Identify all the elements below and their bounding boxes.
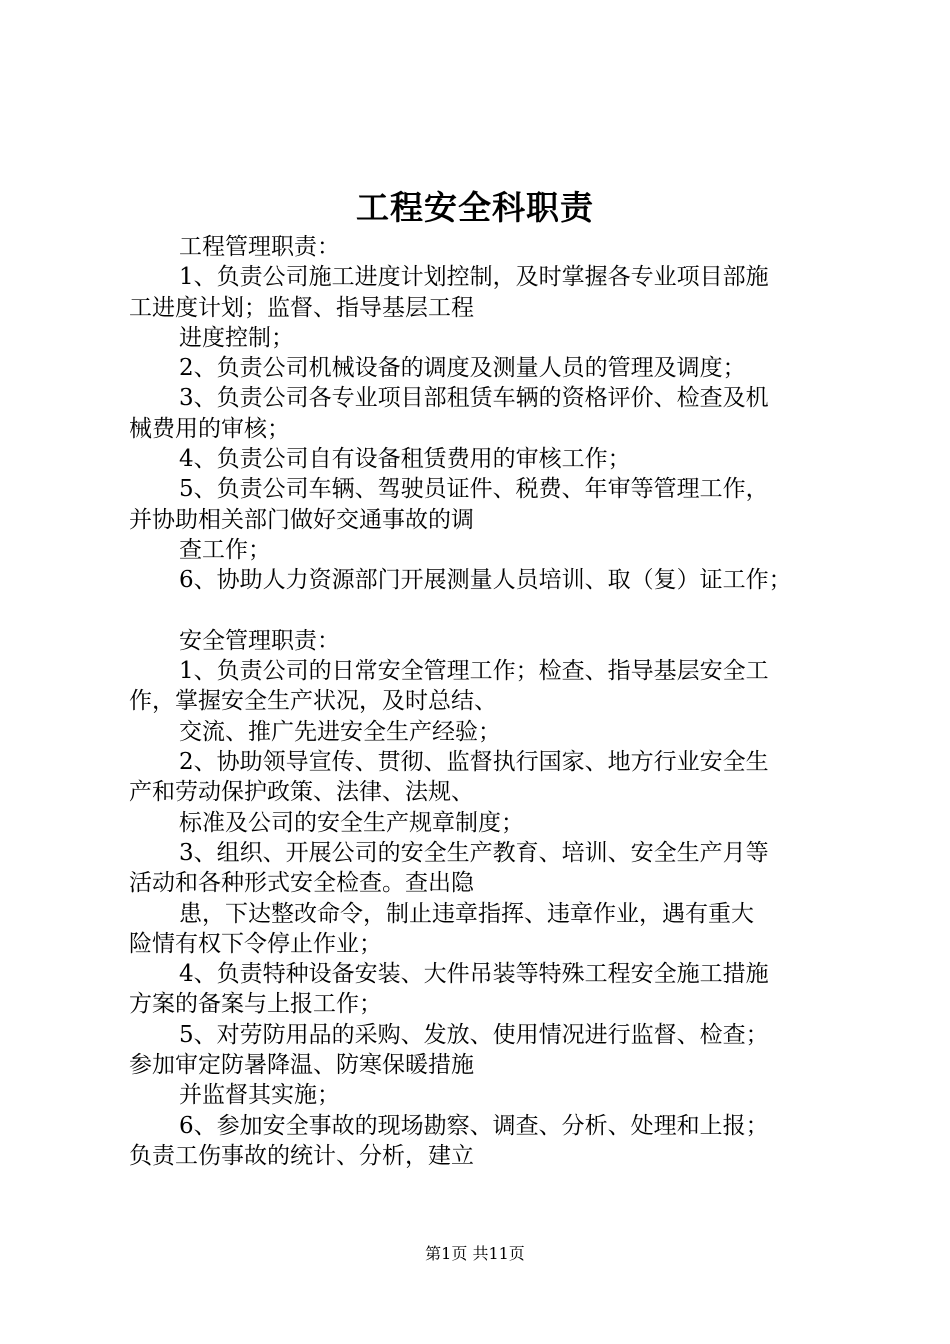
document-title: 工程安全科职责 xyxy=(356,188,594,227)
body-line: 并协助相关部门做好交通事故的调 xyxy=(129,506,474,533)
body-line: 查工作； xyxy=(179,536,271,563)
body-line: 交流、推广先进安全生产经验； xyxy=(179,718,501,745)
body-line: 5、负责公司车辆、驾驶员证件、税费、年审等管理工作， xyxy=(179,476,769,503)
body-line: 械费用的审核； xyxy=(129,415,290,442)
body-line: 4、负责特种设备安装、大件吊装等特殊工程安全施工措施 xyxy=(179,961,769,988)
body-line: 6、协助人力资源部门开展测量人员培训、取（复）证工作； xyxy=(179,567,792,594)
body-line: 方案的备案与上报工作； xyxy=(129,991,382,1018)
body-line: 工程管理职责： xyxy=(179,234,340,260)
body-line: 负责工伤事故的统计、分析，建立 xyxy=(129,1142,474,1169)
body-line: 4、负责公司自有设备租赁费用的审核工作； xyxy=(179,446,631,473)
body-line: 进度控制； xyxy=(179,324,294,351)
body-line: 险情有权下令停止作业； xyxy=(129,930,382,957)
body-line: 标准及公司的安全生产规章制度； xyxy=(179,809,524,836)
body-line: 1、负责公司施工进度计划控制，及时掌握各专业项目部施 xyxy=(179,264,769,291)
body-line: 6、参加安全事故的现场勘察、调查、分析、处理和上报； xyxy=(179,1112,769,1139)
body-line: 安全管理职责： xyxy=(179,627,340,654)
body-line: 作，掌握安全生产状况，及时总结、 xyxy=(129,688,497,715)
body-line: 2、负责公司机械设备的调度及测量人员的管理及调度； xyxy=(179,355,746,382)
body-line: 患，下达整改命令，制止违章指挥、违章作业，遇有重大 xyxy=(179,900,754,927)
body-line: 5、对劳防用品的采购、发放、使用情况进行监督、检查； xyxy=(179,1021,769,1048)
document-body xyxy=(129,232,839,1171)
page-footer: 第1页 共11页 xyxy=(425,1244,525,1263)
body-line: 活动和各种形式安全检查。查出隐 xyxy=(129,870,474,897)
body-line: 3、组织、开展公司的安全生产教育、培训、安全生产月等 xyxy=(179,839,769,866)
body-line: 2、协助领导宣传、贯彻、监督执行国家、地方行业安全生 xyxy=(179,749,769,776)
body-line: 1、负责公司的日常安全管理工作；检查、指导基层安全工 xyxy=(179,658,769,685)
body-line: 工进度计划；监督、指导基层工程 xyxy=(129,294,474,321)
body-line: 3、负责公司各专业项目部租赁车辆的资格评价、检查及机 xyxy=(179,385,769,412)
body-line: 产和劳动保护政策、法律、法规、 xyxy=(129,779,474,806)
blank-line xyxy=(129,596,839,626)
body-line: 并监督其实施； xyxy=(179,1082,340,1109)
body-line: 参加审定防暑降温、防寒保暖措施 xyxy=(129,1052,474,1079)
